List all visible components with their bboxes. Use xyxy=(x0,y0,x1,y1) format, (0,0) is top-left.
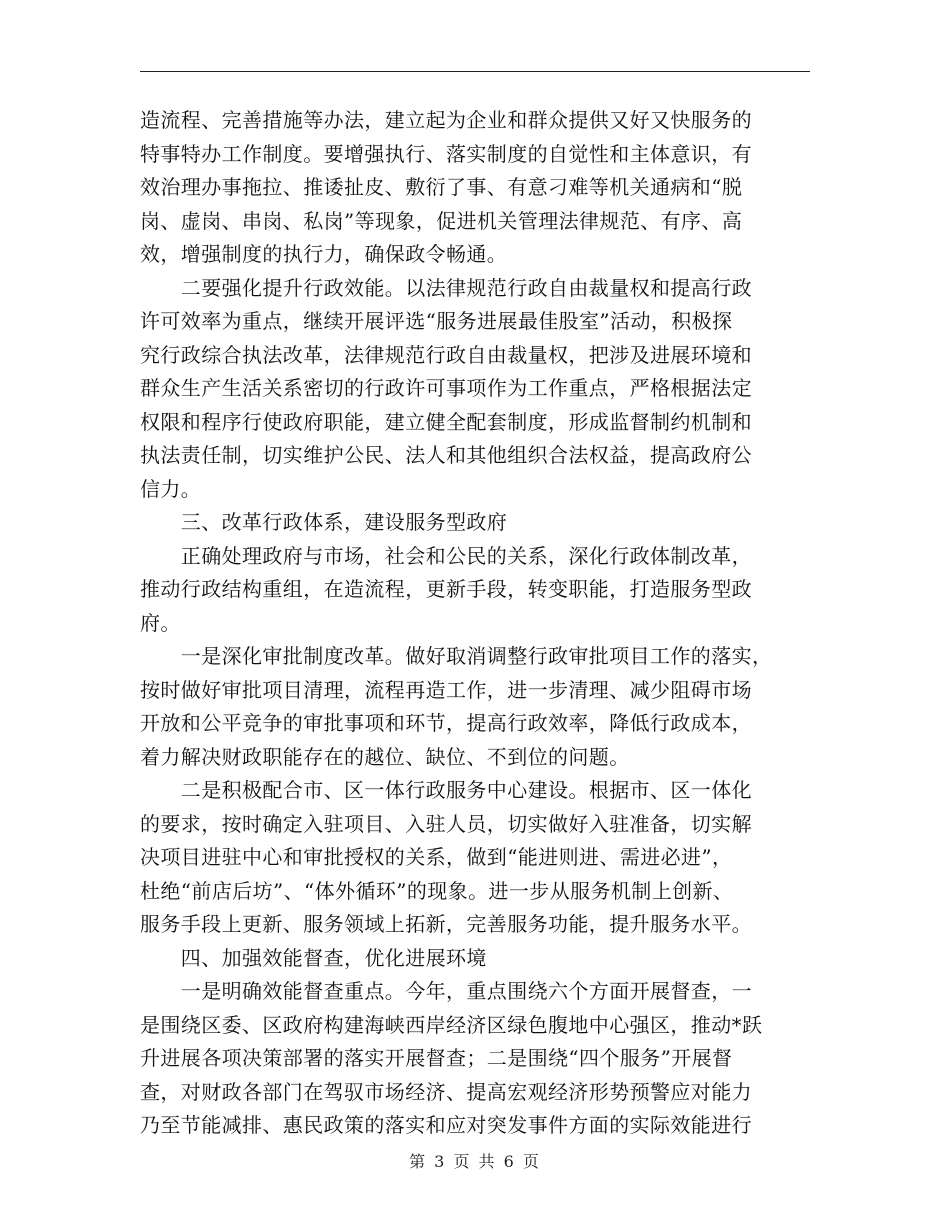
text-line: 群众生产生活关系密切的行政许可事项作为工作重点，严格根据法定 xyxy=(140,376,752,400)
text-line: 二是积极配合市、区一体行政服务中心建设。根据市、区一体化 xyxy=(140,778,752,802)
text-line: 府。 xyxy=(140,610,181,635)
text-line: 服务手段上更新、服务领域上拓新，完善服务功能，提升服务水平。 xyxy=(140,912,752,936)
text-line: 乃至节能减排、惠民政策的落实和应对突发事件方面的实际效能进行 xyxy=(140,1113,752,1137)
text-line: 四、加强效能督查，优化进展环境 xyxy=(140,945,487,970)
text-line: 决项目进驻中心和审批授权的关系，做到“能进则进、需进必进”， xyxy=(140,845,733,869)
text-line: 按时做好审批项目清理，流程再造工作，进一步清理、减少阻碍市场 xyxy=(140,677,752,702)
text-line: 效治理办事拖拉、推诿扯皮、敷衍了事、有意刁难等机关通病和“脱 xyxy=(140,175,743,199)
text-line: 执法责任制，切实维护公民、法人和其他组织合法权益，提高政府公 xyxy=(140,443,752,467)
text-line: 三、改革行政体系，建设服务型政府 xyxy=(140,510,508,534)
header-rule xyxy=(140,71,810,72)
text-line: 是围绕区委、区政府构建海峡西岸经济区绿色腹地中心强区，推动*跃 xyxy=(140,1012,763,1037)
page-footer: 第 3 页 共 6 页 xyxy=(409,1152,541,1171)
text-line: 杜绝“前店后坊”、“体外循环”的现象。进一步从服务机制上创新、 xyxy=(140,878,734,903)
text-line: 造流程、完善措施等办法，建立起为企业和群众提供又好又快服务的 xyxy=(140,108,752,132)
text-line: 升进展各项决策部署的落实开展督查；二是围绕“四个服务”开展督 xyxy=(140,1046,733,1070)
text-line: 特事特办工作制度。要增强执行、落实制度的自觉性和主体意识，有 xyxy=(140,141,752,166)
text-line: 正确处理政府与市场，社会和公民的关系，深化行政体制改革， xyxy=(140,543,752,568)
text-line: 权限和程序行使政府职能，建立健全配套制度，形成监督制约机制和 xyxy=(140,409,752,434)
text-line: 究行政综合执法改革，法律规范行政自由裁量权，把涉及进展环境和 xyxy=(140,342,752,367)
body-text xyxy=(140,104,812,1143)
text-line: 一是明确效能督查重点。今年，重点围绕六个方面开展督查，一 xyxy=(140,979,752,1003)
text-line: 一是深化审批制度改革。做好取消调整行政审批项目工作的落实， xyxy=(140,644,773,668)
text-line: 二要强化提升行政效能。以法律规范行政自由裁量权和提高行政 xyxy=(140,275,752,300)
text-line: 许可效率为重点，继续开展评选“服务进展最佳股室”活动，积极探 xyxy=(140,309,733,333)
text-line: 岗、虚岗、串岗、私岗”等现象，促进机关管理法律规范、有序、高 xyxy=(140,208,743,233)
text-line: 效，增强制度的执行力，确保政令畅通。 xyxy=(140,242,508,266)
text-line: 着力解决财政职能存在的越位、缺位、不到位的问题。 xyxy=(140,744,630,769)
text-line: 信力。 xyxy=(140,476,202,501)
text-line: 推动行政结构重组，在造流程，更新手段，转变职能，打造服务型政 xyxy=(140,577,752,601)
text-line: 的要求，按时确定入驻项目、入驻人员，切实做好入驻准备，切实解 xyxy=(140,811,752,836)
text-line: 开放和公平竞争的审批事项和环节，提高行政效率，降低行政成本， xyxy=(140,711,752,735)
text-line: 查，对财政各部门在驾驭市场经济、提高宏观经济形势预警应对能力 xyxy=(140,1079,752,1104)
